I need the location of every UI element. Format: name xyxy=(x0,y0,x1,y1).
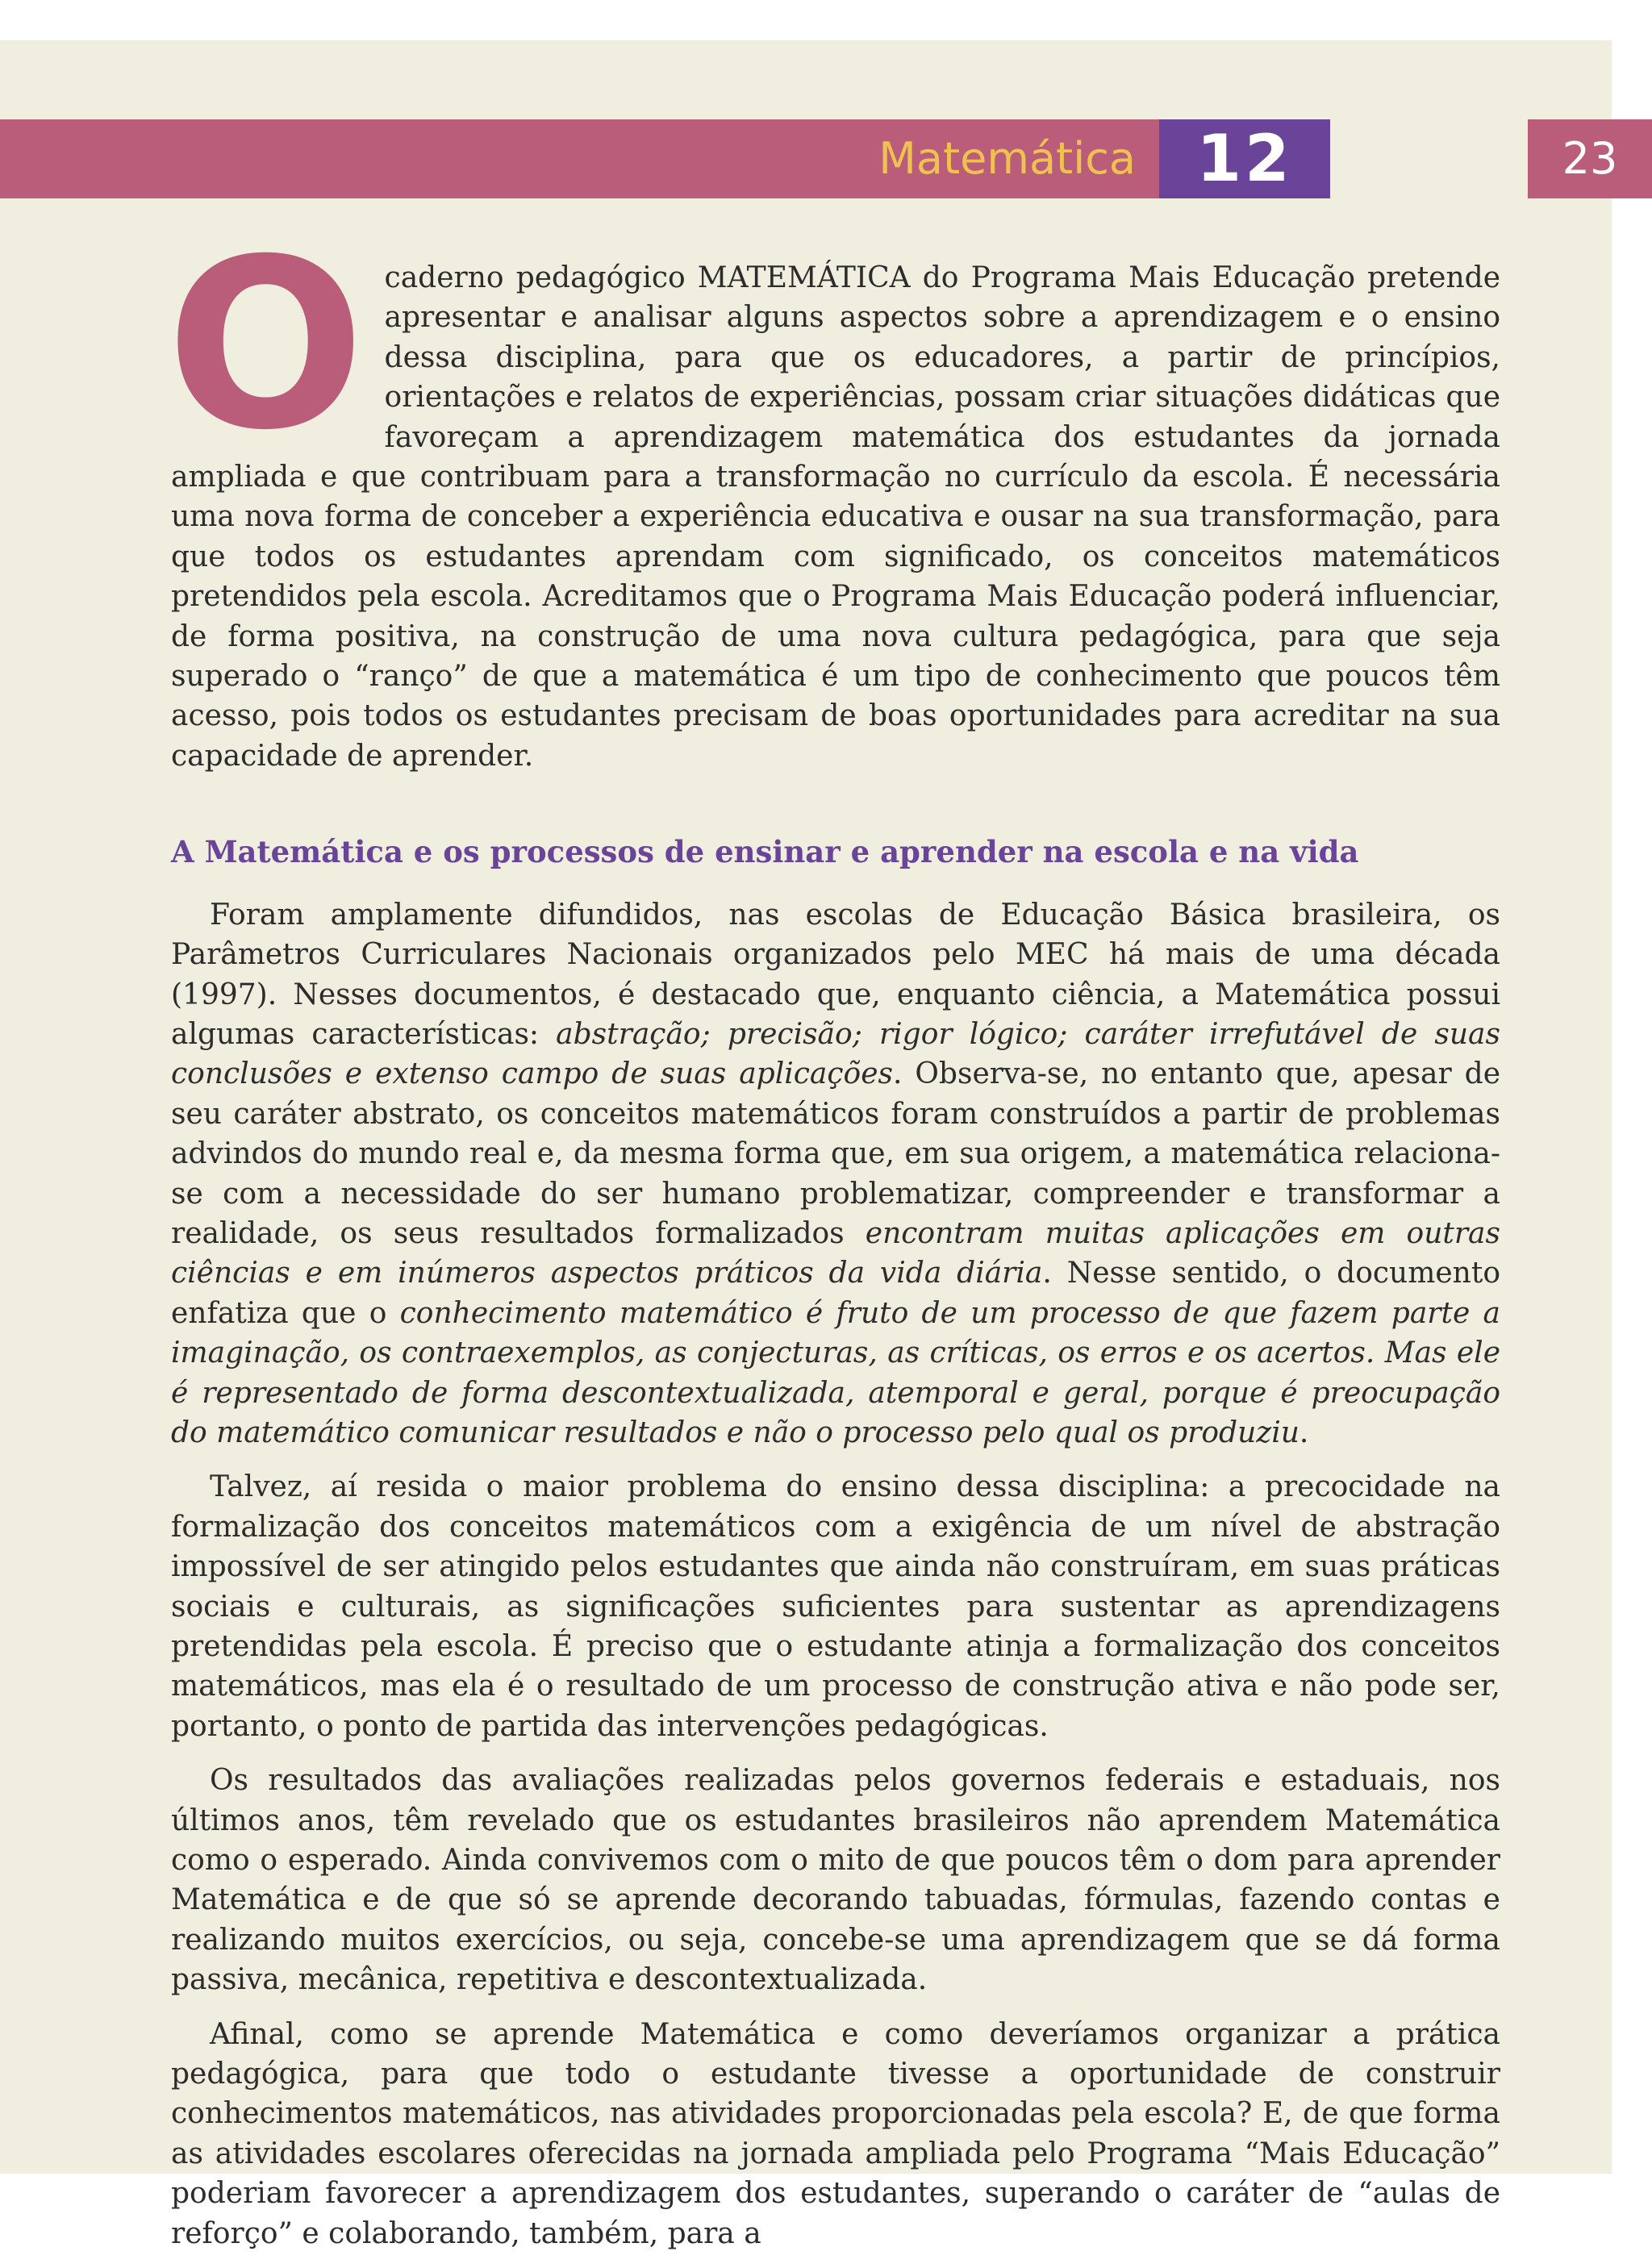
paragraph-1-italic-d: encontram muitas aplicações em outras ciências e em inúmeros aspectos práticos da vida diária xyxy=(171,1216,1500,1290)
paragraph-3: Os resultados das avaliações realizadas pelos governos federais e estaduais, nos últimos anos, têm revelado que os estudantes brasileiros não aprendem Matemática como o esperado. Ainda convivemos com o mito de que poucos têm o dom para aprender Matemática e de que só se aprende decorando tabuadas, fórmulas, fazendo contas e realizando muitos exercícios, ou seja, concebe-se uma aprendizagem que se dá forma passiva, mecânica, repetitiva e descontextualizada. xyxy=(171,1764,1500,1997)
chapter-number-badge: 12 xyxy=(1159,119,1330,198)
paragraph-1-italic-b: abstração; precisão; rigor lógico; caráter irrefutável de suas conclusões e extenso campo de suas aplicações xyxy=(171,1017,1500,1091)
drop-cap: O xyxy=(166,210,365,482)
page-number: 23 xyxy=(1528,119,1652,198)
paragraph-1-text-g: . xyxy=(1299,1415,1309,1449)
section-title: Matemática xyxy=(878,133,1136,184)
intro-paragraph xyxy=(166,210,1500,776)
paragraph-1 xyxy=(171,895,1500,1453)
paragraph-2: Talvez, aí resida o maior problema do ensino dessa disciplina: a precocidade na formalização dos conceitos matemáticos com a exigência de um nível de abstração impossível de ser atingido pelos estudantes que ainda não construíram, em suas práticas sociais e culturais, as significações suficientes para sustentar as aprendizagens pretendidas pela escola. É preciso que o estudante atinja a formalização dos conceitos matemáticos, mas ela é o resultado de um processo de construção ativa e não pode ser, portanto, o ponto de partida das intervenções pedagógicas. xyxy=(171,1470,1500,1743)
paragraph-1-italic-f: conhecimento matemático é fruto de um processo de que fazem parte a imaginação, os contraexemplos, as conjecturas, as críticas, os erros e os acertos. Mas ele é representado de forma descontextualizada, atemporal e geral, porque é preocupação do matemático comunicar resultados e não o processo pelo qual os produziu xyxy=(171,1296,1500,1449)
body-text xyxy=(166,210,1500,2268)
paragraph-1-text-a: Foram amplamente difundidos, nas escolas de Educação Básica brasileira, os Parâmetros Curriculares Nacionais organizados pelo MEC há mais de uma década (1997). Nesses documentos, é destacado que, enquanto ciência, a Matemática possui algumas características: xyxy=(171,898,1500,1051)
paragraph-1-text-e: . Nesse sentido, o documento enfatiza que o xyxy=(171,1257,1500,1330)
intro-text: caderno pedagógico MATEMÁTICA do Programa Mais Educação pretende apresentar e analisar alguns aspectos sobre a aprendizagem e o ensino dessa disciplina, para que os educadores, a partir de princípios, orientações e relatos de experiências, possam criar situações didáticas que favoreçam a aprendizagem matemática dos estudantes da jornada ampliada e que contribuam para a transformação no currículo da escola. É necessária uma nova forma de conceber a experiência educativa e ousar na sua transformação, para que todos os estudantes aprendam com significado, os conceitos matemáticos pretendidos pela escola. Acreditamos que o Programa Mais Educação poderá influenciar, de forma positiva, na construção de uma nova cultura pedagógica, para que seja superado o “ranço” de que a matemática é um tipo de conhecimento que poucos têm acesso, pois todos os estudantes precisam de boas oportunidades para acreditar na sua capacidade de aprender. xyxy=(171,261,1500,773)
paragraph-1-text-c: . Observa-se, no entanto que, apesar de seu caráter abstrato, os conceitos matemáticos foram construídos a partir de problemas advindos do mundo real e, da mesma forma que, em sua origem, a matemática relaciona-se com a necessidade do ser humano problematizar, compreender e transformar a realidade, os seus resultados formalizados xyxy=(171,1057,1500,1250)
paragraph-4: Afinal, como se aprende Matemática e como deveríamos organizar a prática pedagógica, para que todo o estudante tivesse a oportunidade de construir conhecimentos matemáticos, nas atividades proporcionadas pela escola? E, de que forma as atividades escolares oferecidas na jornada ampliada pelo Programa “Mais Educação” poderiam favorecer a aprendizagem dos estudantes, superando o caráter de “aulas de reforço” e colaborando, também, para a xyxy=(171,2017,1500,2250)
section-heading: A Matemática e os processos de ensinar e aprender na escola e na vida xyxy=(171,834,1359,870)
